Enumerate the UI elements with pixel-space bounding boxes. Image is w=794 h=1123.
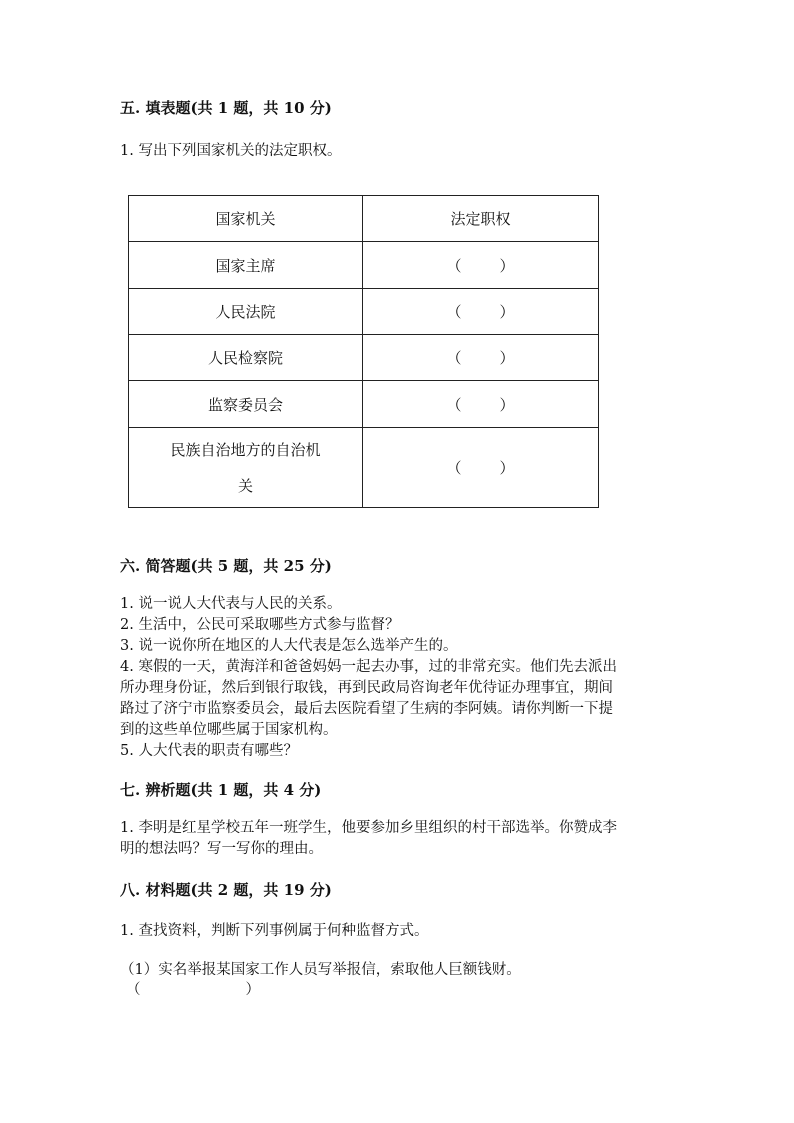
organs-table (128, 195, 599, 508)
section6-body (120, 594, 617, 762)
table-row (129, 289, 599, 335)
section6-line: 5. 人大代表的职责有哪些？ (120, 743, 298, 759)
table-row (129, 381, 599, 428)
answer-cell (363, 335, 599, 381)
section7-line: 1. 李明是红星学校五年一班学生，他要参加乡里组织的村干部选举。你赞成李 (120, 820, 617, 836)
section7-line: 明的想法吗？写一写你的理由。 (120, 841, 323, 857)
paren-right: ） (499, 349, 515, 367)
section6-line: 4. 寒假的一天，黄海洋和爸爸妈妈一起去办事，过的非常充实。他们先去派出 (120, 659, 617, 675)
paren-left: （ (446, 303, 462, 321)
section5-title: 五. 填表题(共 1 题，共 10 分) (120, 99, 332, 117)
paren-left: （ (446, 395, 462, 414)
section7-body (120, 818, 617, 860)
paren-left: （ (126, 982, 141, 998)
paren-right: ） (499, 459, 515, 477)
table-row (129, 335, 599, 381)
section8-title: 八. 材料题(共 2 题，共 19 分) (120, 881, 332, 899)
section6-line: 1. 说一说人大代表与人民的关系。 (120, 596, 342, 612)
paren-left: （ (446, 459, 462, 477)
section5-question-1: 1. 写出下列国家机关的法定职权。 (120, 143, 342, 159)
section6-line: 到的这些单位哪些属于国家机构。 (120, 722, 338, 738)
section8-question-1: 1. 查找资料，判断下列事例属于何种监督方式。 (120, 923, 429, 939)
organ-cell: 人民法院 (129, 289, 363, 335)
header-organ: 国家机关 (129, 196, 363, 242)
section6-line: 路过了济宁市监察委员会，最后去医院看望了生病的李阿姨。请你判断一下提 (120, 701, 613, 717)
organ-cell: 监察委员会 (129, 381, 363, 428)
organ-cell (129, 428, 363, 508)
paren-right: ） (245, 982, 260, 998)
answer-blank (126, 978, 260, 999)
table-row (129, 242, 599, 289)
paren-left: （ (446, 256, 462, 275)
paren-right: ） (499, 303, 515, 321)
paren-right: ） (499, 256, 515, 275)
section6-line: 所办理身份证，然后到银行取钱，再到民政局咨询老年优待证办理事宜，期间 (120, 680, 613, 696)
table-header-row (129, 196, 599, 242)
section7-title: 七. 辨析题(共 1 题，共 4 分) (120, 781, 322, 799)
header-power: 法定职权 (363, 196, 599, 242)
organ-line-2: 关 (237, 476, 253, 495)
table-row (129, 428, 599, 508)
paren-right: ） (499, 395, 515, 414)
answer-cell (363, 242, 599, 289)
answer-cell (363, 381, 599, 428)
paren-left: （ (446, 349, 462, 367)
section8-sub-question-1: （1）实名举报某国家工作人员写举报信，索取他人巨额钱财。 (120, 962, 521, 978)
answer-cell (363, 428, 599, 508)
section6-title: 六. 简答题(共 5 题，共 25 分) (120, 557, 332, 575)
section6-line: 2. 生活中，公民可采取哪些方式参与监督？ (120, 617, 400, 633)
organ-cell: 人民检察院 (129, 335, 363, 381)
section6-line: 3. 说一说你所在地区的人大代表是怎么选举产生的。 (120, 638, 458, 654)
organ-line-1: 民族自治地方的自治机 (170, 440, 321, 459)
organ-cell: 国家主席 (129, 242, 363, 289)
answer-cell (363, 289, 599, 335)
